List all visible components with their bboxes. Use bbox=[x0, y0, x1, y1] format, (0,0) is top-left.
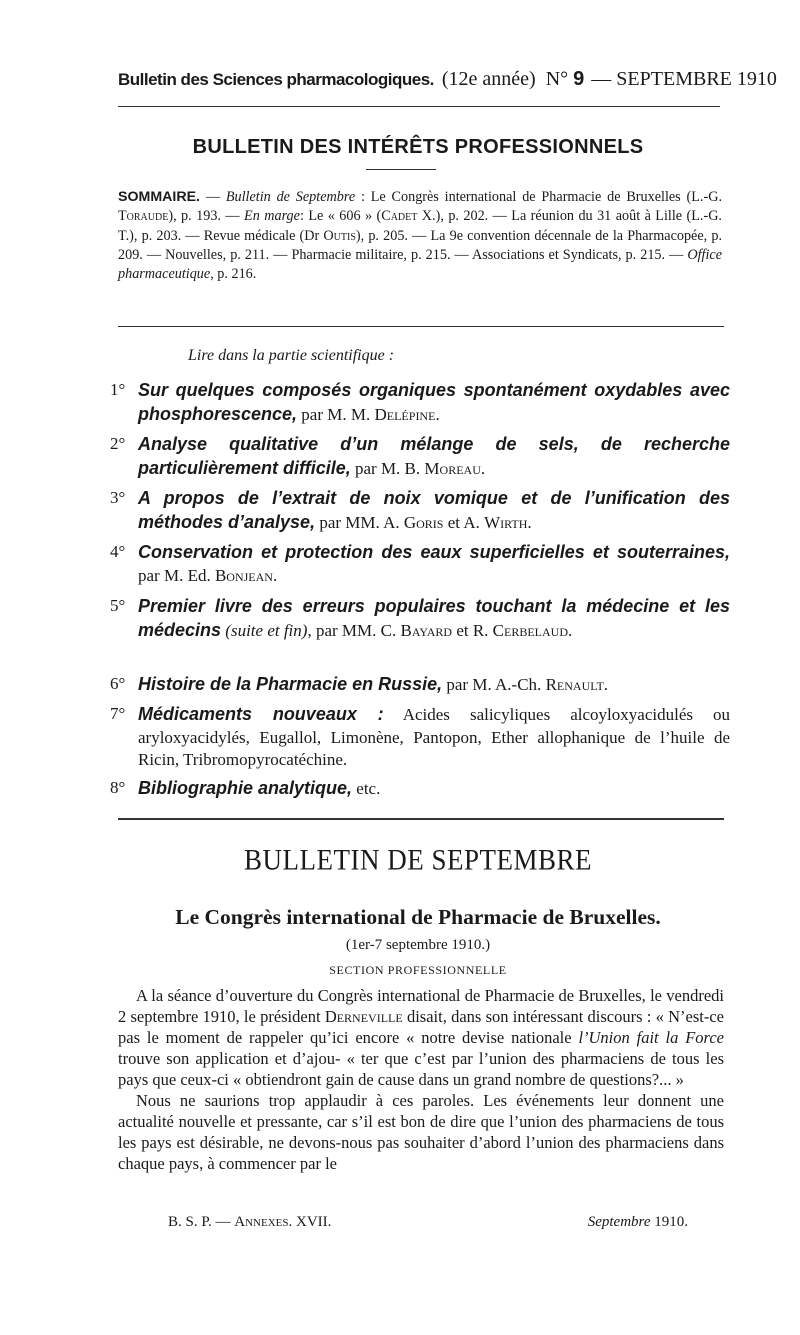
toc-title: Histoire de la Pharmacie en Russie, bbox=[138, 674, 443, 694]
lire-heading: Lire dans la partie scientifique : bbox=[188, 347, 395, 364]
footer-text: . XVII. bbox=[288, 1214, 332, 1230]
toc-text: Acides salicyliques alcoyloxyacidulés ou aryloxyacidylés, Eugallol, Limonène, Pantopon, Ether allophanique de l’huile de Ricin, Tribromopyrocatéchine. bbox=[138, 705, 731, 769]
toc-text: par M. M. bbox=[297, 404, 375, 424]
sommaire-text: En marge bbox=[244, 208, 300, 225]
toc-author: Goris bbox=[403, 512, 444, 532]
footer-text: Annexes bbox=[234, 1214, 289, 1230]
title-rule bbox=[366, 169, 436, 170]
toc-text: , par MM. C. bbox=[307, 620, 401, 640]
toc-item bbox=[110, 703, 730, 772]
toc-text: . bbox=[435, 404, 440, 424]
toc-number: 8° bbox=[110, 778, 126, 797]
issue-month: — SEPTEMBRE 1910 bbox=[591, 68, 777, 90]
toc-text: . bbox=[568, 620, 573, 640]
sommaire-author: Cadet bbox=[381, 208, 418, 225]
toc-rule bbox=[118, 818, 724, 820]
journal-name: Bulletin des Sciences pharmacologiques. bbox=[118, 70, 434, 89]
toc-text: par M. B. bbox=[350, 458, 425, 478]
toc-author: Bonjean bbox=[214, 565, 273, 585]
toc-author: Wirth bbox=[484, 512, 528, 532]
sommaire-text: , p. 216. bbox=[210, 266, 257, 283]
number-prefix: N° bbox=[545, 68, 574, 90]
toc-item bbox=[110, 487, 730, 534]
toc-text: (suite et fin) bbox=[221, 620, 308, 640]
sommaire-text: : Le « 606 » ( bbox=[299, 208, 382, 225]
toc-title: Analyse qualitative d’un mélange de sels, de recherche particulièrement difficile, bbox=[138, 434, 730, 478]
sommaire-text: : Le Congrès international de Pharmacie de Bruxelles (L.-G. bbox=[355, 189, 722, 205]
sommaire-text: ), p. 205. — La 9e convention décennale de la Pharmacopée, p. 209. — Nouvelles, p. 211. — Pharmacie militaire, p. 215. — Associations et Syndicats, p. 215. — bbox=[118, 227, 723, 263]
toc-title: Bibliographie analytique, bbox=[138, 778, 353, 798]
sommaire-author: Toraude bbox=[118, 208, 169, 225]
toc-item bbox=[110, 595, 730, 642]
toc-text: . bbox=[603, 675, 609, 694]
main-title: BULLETIN DES INTÉRÊTS PROFESSIONNELS bbox=[192, 136, 644, 158]
sommaire bbox=[118, 188, 722, 284]
toc-number: 6° bbox=[110, 674, 126, 693]
paragraph bbox=[118, 1090, 724, 1174]
toc-title: Conservation et protection des eaux superficielles et souterraines, bbox=[138, 542, 730, 562]
sommaire-text: ), p. 193. — bbox=[168, 208, 245, 225]
toc-item bbox=[110, 379, 730, 426]
year-label: (12e année) bbox=[441, 68, 536, 90]
toc-title: Premier livre des erreurs populaires touchant la médecine et les médecins bbox=[138, 596, 730, 640]
toc-text: etc. bbox=[352, 779, 381, 798]
paragraph-text: trouve son application et d’ajou- « ter que c’est par l’union des pharmaciens de tous les pays que ceux-ci « obtiendront gain de cause dans un grand nombre de questions?... » bbox=[118, 1049, 724, 1089]
sommaire-rule bbox=[118, 326, 724, 327]
sommaire-text: X.), p. 202. — La réunion du 31 août à Lille (L.-G. T.), p. 203. — Revue médicale (Dr bbox=[118, 208, 722, 244]
running-head bbox=[118, 68, 777, 91]
sommaire-author: Outis bbox=[323, 227, 356, 244]
toc-title: Médicaments nouveaux : bbox=[138, 704, 384, 724]
toc-item bbox=[110, 541, 730, 587]
toc-author: Bayard bbox=[400, 620, 453, 640]
sommaire-label: SOMMAIRE. bbox=[118, 189, 200, 205]
article-title: Le Congrès international de Pharmacie de Bruxelles. bbox=[175, 905, 661, 929]
toc-number: 3° bbox=[110, 488, 126, 507]
toc-number: 1° bbox=[110, 380, 126, 399]
sommaire-text: Office pharmaceutique bbox=[118, 246, 722, 283]
footer-text: B. S. P. — bbox=[168, 1214, 235, 1230]
toc-text: et A. bbox=[443, 512, 485, 532]
toc-number: 2° bbox=[110, 434, 126, 453]
issue-number: 9 bbox=[573, 68, 585, 90]
footer-month: Septembre bbox=[587, 1214, 651, 1230]
toc-item bbox=[110, 433, 730, 480]
toc-text: . bbox=[272, 565, 278, 585]
toc-item bbox=[110, 777, 730, 801]
page-footer bbox=[168, 1214, 688, 1231]
toc-author: Renault bbox=[545, 675, 604, 694]
paragraph-text: disait, dans son intéressant discours : « N’est-ce pas le moment de rappeler qu’ici encore « notre devise nationale bbox=[118, 1007, 724, 1047]
toc-text: par MM. A. bbox=[315, 512, 404, 532]
toc-title: Sur quelques composés organiques spontanément oxydables avec phosphorescence, bbox=[138, 380, 730, 424]
article-dates: (1er-7 septembre 1910.) bbox=[345, 937, 491, 953]
paragraph bbox=[118, 985, 724, 1090]
article-body bbox=[118, 985, 724, 1174]
sommaire-text: Bulletin de Septembre bbox=[225, 189, 356, 205]
header-rule bbox=[118, 106, 720, 107]
toc-author: Cerbelaud bbox=[492, 620, 569, 640]
footer-year: 1910. bbox=[650, 1214, 688, 1230]
toc-item bbox=[110, 673, 730, 697]
toc-text: par M. Ed. bbox=[138, 565, 215, 585]
person-name: Derneville bbox=[324, 1007, 403, 1026]
toc-title: A propos de l’extrait de noix vomique et de l’unification des méthodes d’analyse, bbox=[138, 488, 730, 532]
sommaire-text: — bbox=[199, 189, 226, 205]
toc-number: 4° bbox=[110, 542, 126, 561]
toc-text: . bbox=[480, 458, 486, 478]
paragraph-text: A la séance d’ouverture du Congrès international de Pharmacie de Bruxelles, le vendredi 2 septembre 1910, le président bbox=[118, 986, 724, 1026]
article-section: SECTION PROFESSIONNELLE bbox=[329, 963, 507, 977]
toc-text: . bbox=[527, 512, 532, 532]
toc-author: Moreau bbox=[424, 458, 481, 478]
toc-author: Delépine bbox=[374, 404, 436, 424]
section-title: BULLETIN DE SEPTEMBRE bbox=[244, 843, 592, 877]
toc-number: 7° bbox=[110, 704, 126, 723]
motto: l’Union fait la Force bbox=[578, 1028, 725, 1047]
paragraph-text: Nous ne saurions trop applaudir à ces paroles. Les événements leur donnent une actualité nouvelle et pressante, car s’il est bon de dire que l’union des pharmaciens de tous les pays est désirable, ne devons-nous pas souhaiter d’abord l’union des pharmaciens dans chaque pays, à commencer par le bbox=[118, 1091, 724, 1173]
toc-text: et R. bbox=[452, 620, 493, 640]
toc-text: par M. A.-Ch. bbox=[442, 675, 546, 694]
toc-number: 5° bbox=[110, 596, 126, 615]
